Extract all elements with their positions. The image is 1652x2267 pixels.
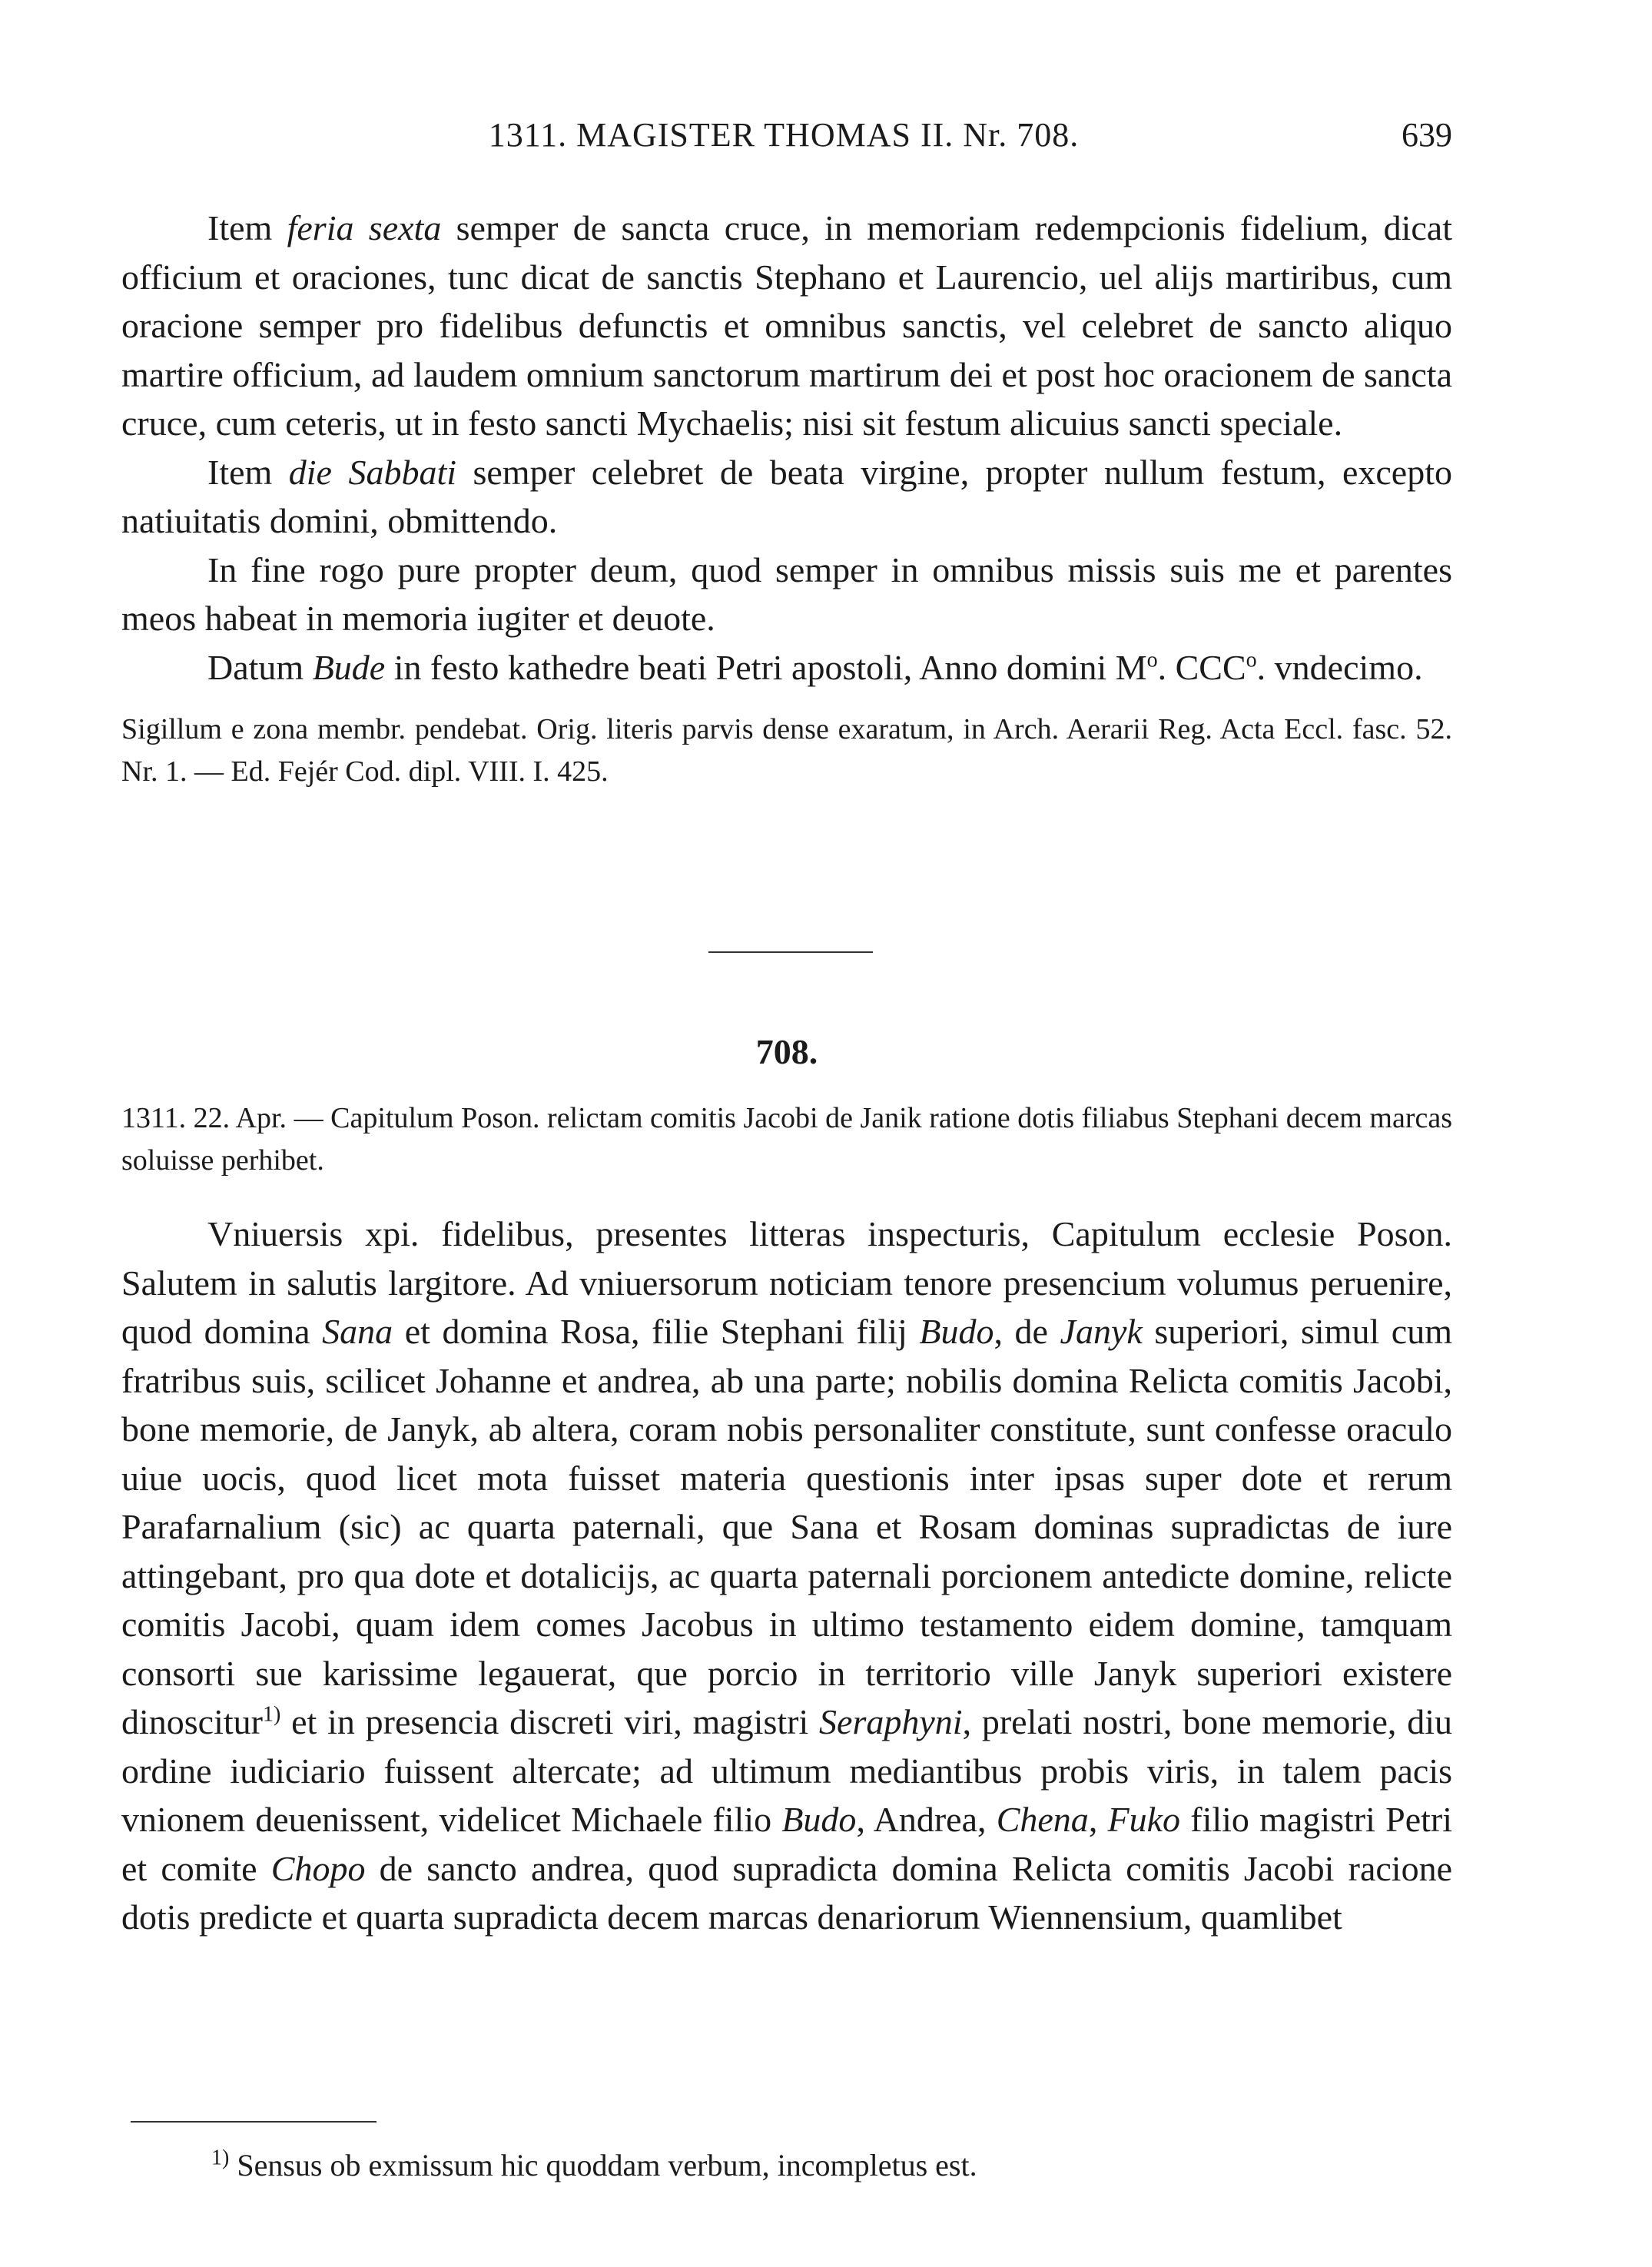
text-run: , de — [994, 1312, 1060, 1351]
text-run: Sensus ob exmissum hic quoddam verbum, incompletus est. — [229, 2148, 977, 2182]
italic-run: Budo — [781, 1800, 857, 1839]
text-run: et domina Rosa, filie Stephani filij — [393, 1312, 920, 1351]
italic-run: Sana — [322, 1312, 393, 1351]
italic-run: Bude — [312, 647, 386, 687]
italic-run: Seraphyni — [819, 1702, 963, 1741]
previous-document-ending — [121, 204, 1452, 793]
footnote-rule — [131, 2121, 377, 2123]
text-run: , — [1088, 1800, 1108, 1839]
text-run: Vniuersis xpi. fidelibus, presentes litteras inspecturis, Capitulum ecclesie Poson. Salutem in salutis largitore. Ad vniuersorum noticiam tenore presencium volumus peruenire, quod domina — [121, 1214, 1452, 1351]
document-number: 708. — [755, 1032, 818, 1071]
regest: 1311. 22. Apr. — Capitulum Poson. relictam comitis Jacobi de Janik ratione dotis filiabus Stephani decem marcas soluisse perhibet. — [121, 1102, 1452, 1177]
italic-run: Janyk — [1060, 1312, 1143, 1351]
text-run: semper de sancta cruce, in memoriam redempcionis fidelium, dicat officium et oraciones, tunc dicat de sanctis Stephano et Laurencio, uel alijs martiribus, cum oracione semper pro fidelibus defunctis et omnibus sanctis, vel celebret de sancto aliquo martire officium, ad laudem omnium sanctorum martirum dei et post hoc oracionem de sancta cruce, cum ceteris, ut in festo sancti Mychaelis; nisi sit festum alicuius sancti speciale. — [121, 208, 1452, 443]
footnote — [211, 2144, 1441, 2186]
text-run: in festo kathedre beati Petri apostoli, Anno domini M — [385, 647, 1147, 687]
italic-run: Chopo — [270, 1848, 366, 1888]
footnote-text — [211, 2144, 1441, 2186]
italic-run: Fuko — [1107, 1800, 1181, 1839]
text-run: superiori, simul cum fratribus suis, scilicet Johanne et andrea, ab una parte; nobilis domina Relicta comitis Jacobi, bone memorie, de Janyk, ab altera, coram nobis personaliter constitute, sunt confesse oraculo uiue uocis, quod licet mota fuisset materia questionis inter ipsas super dote et rerum Parafarnalium (sic) ac quarta paternali, que Sana et Rosam dominas supradictas de iure attingebant, pro qua dote et dotalicijs, ac quarta paternali porcionem antedicte domine, relicte comitis Jacobi, quam idem comes Jacobus in ultimo testamento eidem domine, tamquam consorti sue karissime legauerat, que porcio in territorio ville Janyk superiori existere dinoscitur — [121, 1312, 1452, 1741]
italic-run: feria sexta — [287, 208, 442, 247]
paragraph-in-fine: In fine rogo pure propter deum, quod semper in omnibus missis suis me et parentes meos habeat in memoria iugiter et deuote. — [121, 549, 1452, 638]
paragraph-die-sabbati — [121, 448, 1452, 546]
page-header — [123, 115, 1452, 161]
text-run: filio magistri Petri et comite — [121, 1800, 1452, 1888]
section-divider — [708, 951, 873, 953]
paragraph-feria-sexta — [121, 204, 1452, 448]
paragraph-datum — [121, 643, 1452, 692]
source-note: Sigillum e zona membr. pendebat. Orig. literis parvis dense exaratum, in Arch. Aerarii Reg. Acta Eccl. fasc. 52. Nr. 1. — Ed. Fejér Cod. dipl. VIII. I. 425. — [121, 713, 1452, 788]
text-run: et in presencia discreti viri, magistri — [280, 1702, 820, 1741]
superscript: o — [1246, 648, 1257, 672]
superscript: o — [1146, 648, 1158, 672]
document-708 — [121, 1097, 1452, 1942]
text-run: semper celebret de beata virgine, propter nullum festum, excepto natiuitatis domini, obmittendo. — [121, 452, 1452, 540]
text-run: , prelati nostri, bone memorie, diu ordine iudiciario fuissent altercate; ad ultimum mediantibus probis viris, in talem pacis vnionem deuenissent, videlicet Michaele filio — [121, 1702, 1452, 1839]
italic-run: Chena — [996, 1800, 1089, 1839]
italic-run: Budo — [919, 1312, 994, 1351]
footnote-reference: 1) — [262, 1702, 281, 1727]
italic-run: die Sabbati — [288, 452, 457, 492]
running-head: 1311. MAGISTER THOMAS II. Nr. 708. — [488, 116, 1080, 154]
text-run: . vndecimo. — [1256, 647, 1423, 687]
text-run: . CCC — [1157, 647, 1246, 687]
text-run: de sancto andrea, quod supradicta domina Relicta comitis Jacobi racione dotis predicte et quarta supradicta decem marcas denariorum Wiennensium, quamlibet — [121, 1848, 1452, 1937]
text-run: Datum — [207, 647, 313, 687]
footnote-mark: 1) — [211, 2146, 230, 2170]
text-run: Item — [207, 452, 289, 492]
text-run: Item — [207, 208, 287, 247]
charter-text — [121, 1210, 1452, 1942]
text-run: , Andrea, — [856, 1800, 997, 1839]
page-number: 639 — [1402, 116, 1452, 154]
